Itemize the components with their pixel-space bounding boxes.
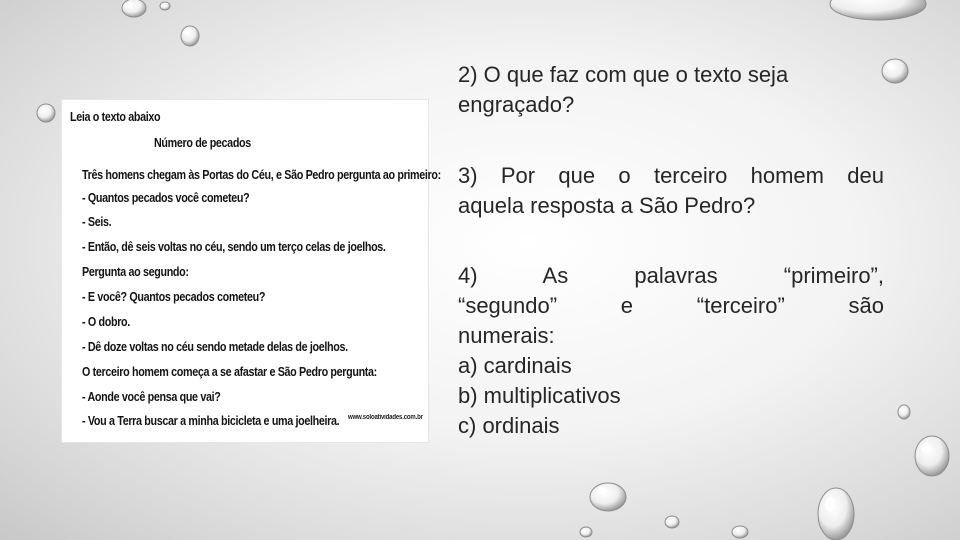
question-3-line: aquela resposta a São Pedro? [458,193,756,218]
excerpt-line: - Dê doze voltas no céu sendo metade delas de joelhos. [82,340,348,354]
question-3-line: 3) Por que o terceiro homem deu [458,163,884,188]
question-2-line: 2) O que faz com que o texto seja [458,62,789,87]
excerpt-line: O terceiro homem começa a se afastar e São Pedro pergunta: [82,365,377,379]
question-4-line: numerais: [458,323,555,348]
question-2-line: engraçado? [458,92,575,117]
excerpt-line: Três homens chegam às Portas do Céu, e São Pedro pergunta ao primeiro: [82,168,441,182]
excerpt-line: - Então, dê seis voltas no céu, sendo um terço celas de joelhos. [82,240,386,254]
excerpt-line: - Quantos pecados você cometeu? [82,191,250,205]
excerpt-instruction: Leia o texto abaixo [70,110,161,124]
option-a: a) cardinais [458,353,572,378]
question-4-line: “segundo” e “terceiro” são [458,293,884,318]
excerpt-line: - Aonde você pensa que vai? [82,390,221,404]
excerpt-title: Número de pecados [154,136,251,150]
excerpt-line: - E você? Quantos pecados cometeu? [82,290,266,304]
excerpt-line: - Vou a Terra buscar a minha bicicleta e uma joelheira. [82,414,340,428]
excerpt-line: - Seis. [82,215,112,229]
excerpt-line: Pergunta ao segundo: [82,265,189,279]
excerpt-line: - O dobro. [82,315,130,329]
question-4-line: 4) As palavras “primeiro”, [458,263,884,288]
option-c: c) ordinais [458,413,560,438]
question-2 [458,60,884,120]
excerpt-source-url: www.soloatividades.com.br [348,414,423,421]
option-b: b) multiplicativos [458,383,621,408]
question-4 [458,261,884,441]
question-3 [458,161,884,221]
text-excerpt-image [62,100,441,442]
